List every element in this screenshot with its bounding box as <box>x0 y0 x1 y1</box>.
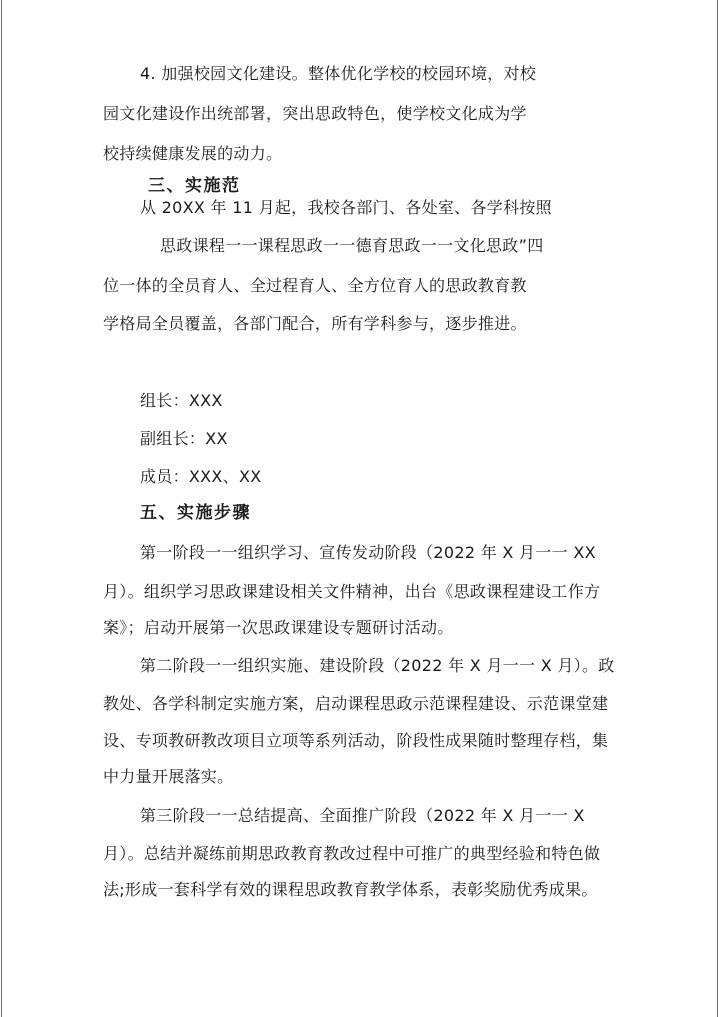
stage1-line-3: 案》；启动开展第一次思政课建设专题研讨活动。 <box>103 618 454 637</box>
team-leader: 组长：XXX <box>140 391 223 410</box>
section3-line-2: 思政课程一一课程思政一一德育思政一一文化思政”四 <box>160 236 544 255</box>
stage1-line-2: 月）。组织学习思政课建设相关文件精神，出台《思政课程建设工作方 <box>103 582 601 601</box>
section5-heading: 五、实施步骤 <box>140 503 251 523</box>
stage3-line-2: 月）。总结并凝练前期思政教育教改过程中可推广的典型经验和特色做 <box>103 844 601 863</box>
stage2-line-1: 第二阶段一一组织实施、建设阶段（2022 年 X 月一一 X 月）。政 <box>140 656 615 675</box>
team-members: 成员：XXX、XX <box>140 467 262 486</box>
stage1-line-1: 第一阶段一一组织学习、宣传发动阶段（2022 年 X 月一一 XX <box>140 543 596 562</box>
stage2-line-3: 设、专项教研教改项目立项等系列活动，阶段性成果随时整理存档，集 <box>103 731 609 750</box>
stage2-line-4: 中力量开展落实。 <box>103 767 234 786</box>
section3-line-3: 位一体的全员育人、全过程育人、全方位育人的思政教育教 <box>103 276 527 295</box>
section3-line-4: 学格局全员覆盖，各部门配合，所有学科参与，逐步推进。 <box>103 314 527 333</box>
page-border-right <box>717 0 718 1017</box>
stage3-line-3: 法;形成一套科学有效的课程思政教育教学体系，表彰奖励优秀成果。 <box>103 880 598 899</box>
team-deputy: 副组长：XX <box>140 429 228 448</box>
stage2-line-2: 教处、各学科制定实施方案，启动课程思政示范课程建设、示范课堂建 <box>103 694 609 713</box>
section3-heading: 三、实施范 <box>148 176 241 196</box>
section4-line-2: 园文化建设作出统部署，突出思政特色，使学校文化成为学 <box>103 104 527 123</box>
page-border-left <box>1 0 2 1017</box>
stage3-line-1: 第三阶段一一总结提高、全面推广阶段（2022 年 X 月一一 X <box>140 806 585 825</box>
section4-line-3: 校持续健康发展的动力。 <box>103 144 283 163</box>
section4-line-1: 4. 加强校园文化建设。整体优化学校的校园环境，对校 <box>140 64 537 83</box>
section3-line-1: 从 20XX 年 11 月起，我校各部门、各处室、各学科按照 <box>140 198 552 217</box>
